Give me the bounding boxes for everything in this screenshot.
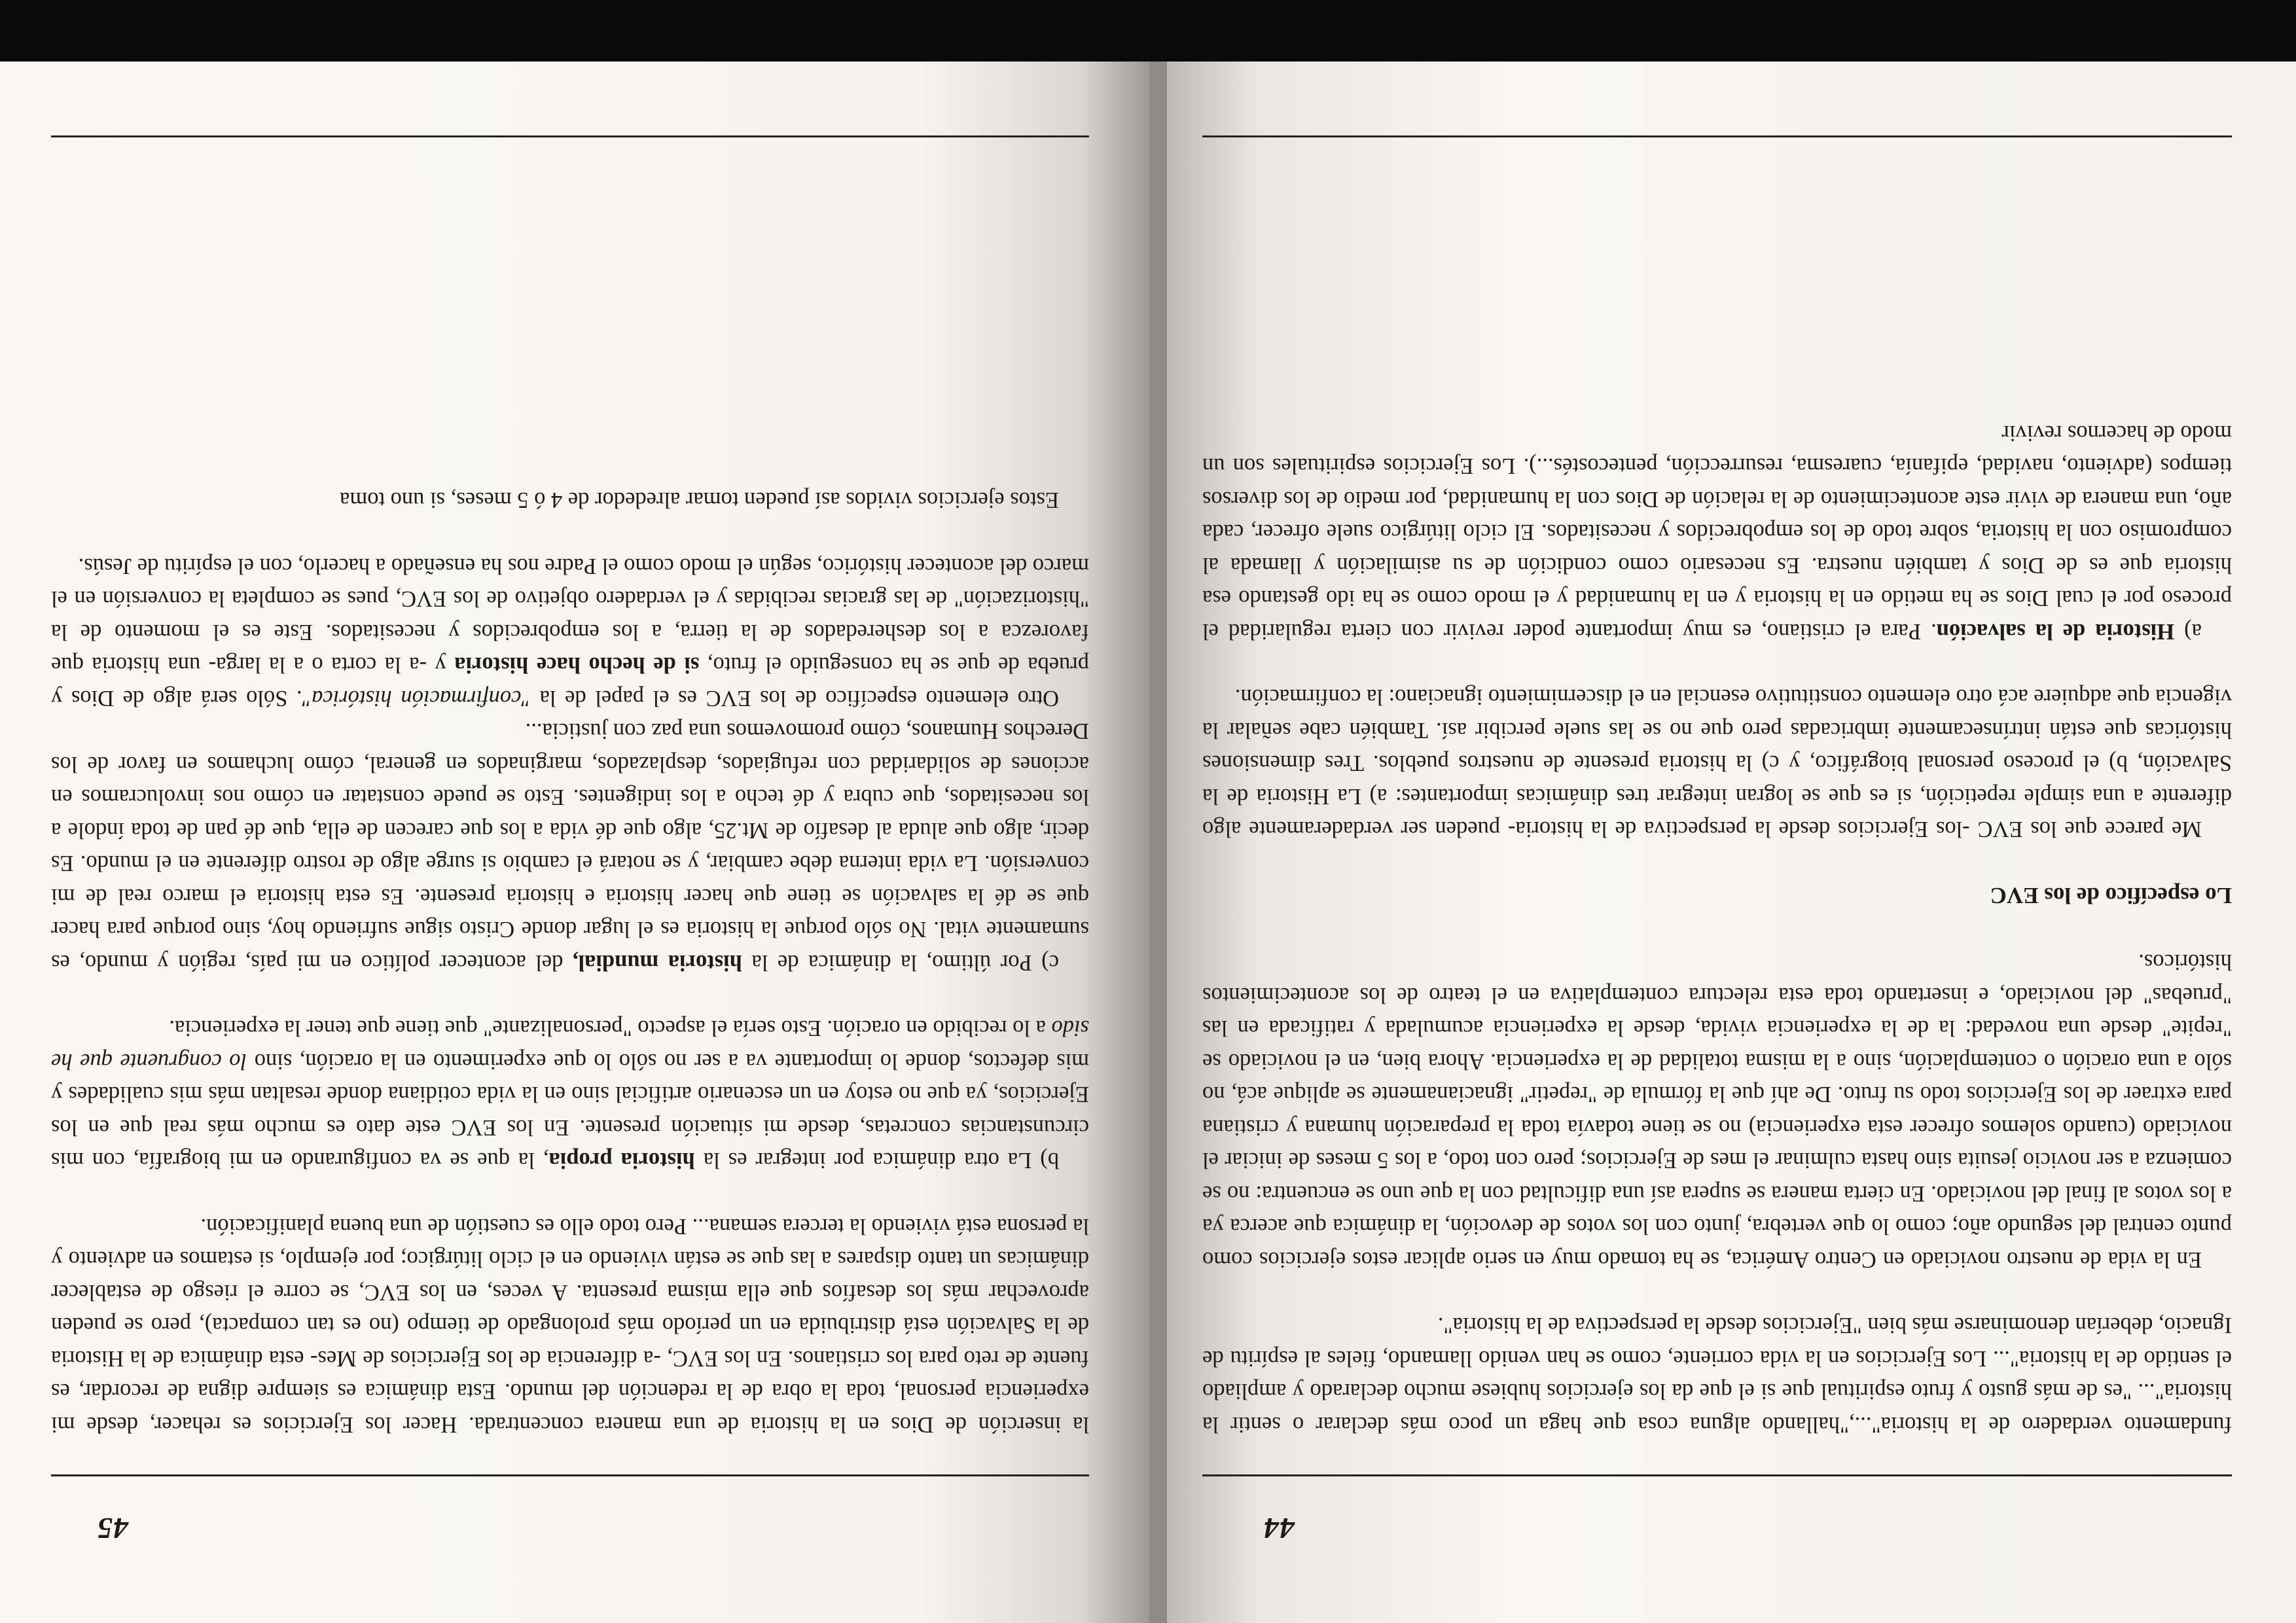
- paragraph: Otro elemento específico de los EVC es el papel de la "confirmación histórica". Sólo será algo de Dios y prueba de que se ha conseguido el fruto, si de hecho hace historia y -a la corta o a la larga- una historia que favorezca a los desheredados de la tierra, a los empobrecidos y necesitados. Este es el momento de la "historización" de las gracias recibidas y el verdadero objetivo de los EVC, pues se completa la conversión en el marco del acontecer histórico, según el modo como el Padre nos ha enseñado a hacerlo, con el espíritu de Jesús.: [51, 554, 1089, 711]
- header-rule: [51, 1474, 1089, 1476]
- footer-rule: [51, 135, 1089, 137]
- paragraph: Estos ejercicios vividos así pueden tomar alrededor de 4 ó 5 meses, si uno toma: [340, 488, 1059, 513]
- right-page: [0, 62, 1149, 1623]
- book-gutter: [1149, 62, 1167, 1623]
- paragraph: Me parece que los EVC -los Ejercicios desde la perspectiva de la historia- pueden ser verdaderamente algo diferente a una simple repetición, si es que se logran integrar tres dinámicas importantes: a) La Historia de la Salvación, b) el proceso personal biográfico, y c) la historia presente de nuestros pueblos. Tres dimensiones históricas que están intrínsecamente imbricadas pero que no se las suele percibir así. También cabe señalar la vigencia que adquiere acá otro elemento constitutivo esencial en el discernimiento ignaciano: la confirmación.: [1202, 685, 2232, 842]
- right-page-text: [51, 484, 1089, 1441]
- paragraph: la inserción de Dios en la historia de una manera concentrada. Hacer los Ejercicios es rehacer, desde mi experiencia personal, toda la obra de la redención del mundo. Esta dinámica es siempre digna de recordar, es fuente de reto para los cristianos. En los EVC, -a diferencia de los Ejercicios de Mes- esta dinámica de la Historia de la Salvación está distribuida en un período más prolongado de tiempo (no es tan compacta), pero se pueden aprovechar más los desafíos que ella misma presenta. A veces, en los EVC, se corre el riesgo de establecer dinámicas un tanto dispares a las que se están viviendo en el ciclo litúrgico; por ejemplo, si estamos en adviento y la persona está viviendo la tercera semana... Pero todo ello es cuestión de una buena planificación.: [51, 1214, 1089, 1437]
- paragraph: a) Historia de la salvación. Para el cristiano, es muy importante poder revivir con cierta regularidad el proceso por el cual Dios se ha metido en la historia y en la humanidad y el modo como se ha ido gestando esa historia que es de Dios y también nuestra. Es necesario como condición de su asimilación y llamada al compromiso con la historia, sobre todo de los empobrecidos y necesitados. El ciclo litúrgico suele ofrecer, cada año, una manera de vivir este acontecimiento de la relación de Dios con la humanidad, por medio de los diversos tiempos (adviento, navidad, epifanía, cuaresma, resurrección, pentecostés...). Los Ejercicios espirituales son un modo de hacernos revivir: [1202, 421, 2232, 644]
- header-rule: [1202, 1474, 2232, 1476]
- left-page-text: [1202, 417, 2232, 1442]
- paragraph: c) Por último, la dinámica de la historia mundial, del acontecer político en mi país, región y mundo, es sumamente vital. No sólo porque la historia es el lugar donde Cristo sigue sufriendo hoy, sino porque para hacer que se dé la salvación se tiene que hacer historia e historia presente. Es esta historia el marco real de mi conversión. La vida interna debe cambiar, y se notará el cambio si surge algo de rostro diferente en el mundo. Es decir, algo que aluda al desafío de Mt.25, algo que dé vida a los que carecen de ella, que dé pan de toda índole a los necesitados, que cubra y dé techo a los indigentes. Esto se puede constatar en cómo nos involucramos en acciones de solidaridad con refugiados, desplazados, marginados en general, cómo luchamos en favor de los Derechos Humanos, cómo promovemos una paz con justicia...: [51, 719, 1089, 975]
- page-number: 45: [97, 1512, 128, 1545]
- scanner-edge: [0, 0, 2296, 62]
- footer-rule: [1202, 135, 2232, 137]
- paragraph: fundamento verdadero de la historia"...,"hallando alguna cosa que haga un poco más declarar o sentir la historia"... "es de más gusto y fruto espiritual que si el que da los ejercicios hubiese mucho declarado y ampliado el sentido de la historia"... Los Ejercicios en la vida corriente, como se han venido llamando, fieles al espíritu de Ignacio, deberían denominarse más bien "Ejercicios desde la perspectiva de la historia".: [1202, 1313, 2232, 1437]
- paragraph: b) La otra dinámica por integrar es la historia propia, la que se va configurando en mi biografía, con mis circunstancias concretas, desde mi situación presente. En los EVC este dato es mucho más real que en los Ejercicios, ya que no estoy en un escenario artificial sino en la vida cotidiana donde resaltan más mis cualidades y mis defectos, donde lo importante va a ser no sólo lo que experimento en la oración, sino lo congruente que he sido a lo recibido en oración. Esto sería el aspecto "personalizante" que tiene que tener la experiencia.: [51, 1016, 1089, 1173]
- section-heading: Lo específico de los EVC: [1990, 883, 2232, 908]
- left-page: [1167, 62, 2296, 1623]
- page-number: 44: [1263, 1512, 1295, 1545]
- paragraph: En la vida de nuestro noviciado en Centro América, se ha tomado muy en serio aplicar estos ejercicios como punto central del segundo año; como lo que vertebra, junto con los votos de devoción, la dinámica que acerca ya a los votos al final del noviciado. En cierta manera se supera así una dificultad con la que uno se encuentra: no se comienza a ser novicio jesuita sino hasta culminar el mes de Ejercicios; pero con todo, a los 5 meses de iniciar el noviciado (cuando solemos ofrecer esta experiencia) no se tiene todavía toda la preparación humana y cristiana para extraer de los Ejercicios todo su fruto. De ahí que la fórmula de "repetir" ignacianamente se aplique acá, no sólo a una oración o contemplación, sino a la misma totalidad de la experiencia. Ahora bien, en el noviciado se "repite" desde una novedad: la de la experiencia vivida, desde la experiencia acumulada y ratificada en las "pruebas" del noviciado, e insertando toda esta relectura contemplativa en el teatro de los acontecimientos históricos.: [1202, 950, 2232, 1272]
